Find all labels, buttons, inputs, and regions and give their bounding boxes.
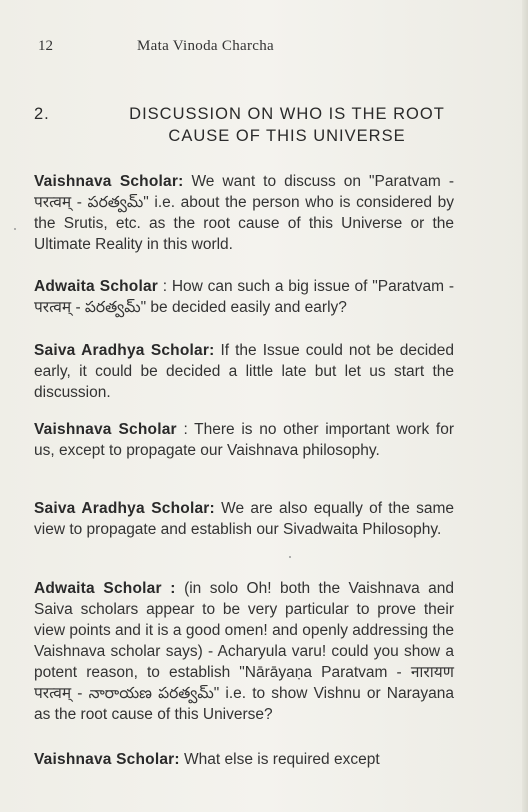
dialogue-text: If the Issue could not be decided early, it could be decided a little late but let us start the discussion. [34, 341, 454, 401]
dialogue-text: : There is no other important work for us, except to propagate our Vaishnava philosophy. [34, 420, 454, 459]
speaker-name: Vaishnava Scholar: [34, 750, 180, 768]
speaker-name: Vaishnava Scholar [34, 420, 177, 438]
dialogue-text: (in solo Oh! both the Vaishnava and Saiva scholars appear to be very particular to prove their view points and it is a good omen! and openly addressing the Vaishnava scholar says) - Acharyula varu! could you show a potent reason, to establish "Nārāyaṇa Paratvam - नारायण परत्वम् - నారాయణ పరత్వమ్" i.e. to show Vishnu or Narayana as the root cause of this Universe? [34, 579, 454, 723]
dialogue-text: We want to discuss on "Paratvam - परत्वम् - పరత్వమ్" i.e. about the person who is considered by the Srutis, etc. as the root cause of this Universe or the Ultimate Reality in this world. [34, 172, 455, 253]
dialogue-paragraph [34, 749, 454, 770]
speaker-name: Adwaita Scholar [34, 277, 159, 295]
running-title: Mata Vinoda Charcha [137, 38, 274, 54]
section-title: DISCUSSION ON WHO IS THE ROOT CAUSE OF THIS UNIVERSE [129, 105, 445, 145]
speaker-name: Adwaita Scholar : [34, 579, 176, 597]
page-edge-shadow [522, 0, 528, 812]
dialogue-paragraph [34, 171, 454, 255]
speaker-name: Vaishnava Scholar: [34, 172, 184, 190]
paper-speck [14, 228, 16, 230]
dialogue-paragraph [34, 498, 454, 540]
running-header [38, 38, 498, 58]
dialogue-paragraph [34, 419, 454, 461]
paper-speck [289, 556, 291, 558]
dialogue-paragraph [34, 276, 454, 318]
section-number: 2. [34, 105, 50, 123]
dialogue-text: : How can such a big issue of "Paratvam - परत्वम् - పరత్వమ్" be decided easily and early? [34, 277, 454, 316]
dialogue-paragraph [34, 578, 454, 725]
speaker-name: Saiva Aradhya Scholar: [34, 341, 215, 359]
page-number: 12 [38, 38, 53, 54]
dialogue-paragraph [34, 340, 454, 403]
dialogue-text: We are also equally of the same view to propagate and establish our Sivadwaita Philosophy. [34, 499, 454, 538]
speaker-name: Saiva Aradhya Scholar: [34, 499, 215, 517]
dialogue-text: What else is required except [179, 750, 380, 768]
